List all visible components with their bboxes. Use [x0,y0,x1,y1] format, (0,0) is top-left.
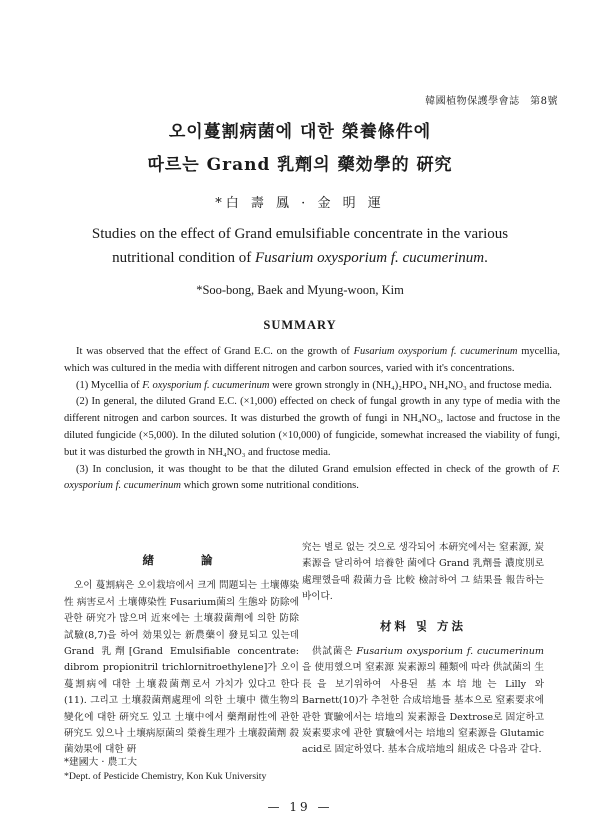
footnote-english: *Dept. of Pesticide Chemistry, Kon Kuk University [64,771,267,782]
methods-paragraph [302,644,544,759]
methods-text-b: 을 使用했으며 窒素源 炭素源의 種類에 따라 供試菌의 生長을 보기위하여 사용된 基本培地는 Lilly 와 Barnett(10)가 추천한 合成培地를 基本으로 窒素要求에 관한 實驗에서는 培地의 炭素源을 Dextrose로 固定하고 炭素要求에 관한 實驗에서는 培地의 窒素源을 Glutamic acid로 固定하였다. 基本合成培地의 組成은 다음과 같다. [302,662,544,756]
summary-paragraph-4 [64,462,560,496]
title-english-prefix: nutritional condition of [112,250,255,266]
summary-paragraph-1 [64,344,560,378]
title-english-line1: Studies on the effect of Grand emulsifiable concentrate in the various [91,226,509,242]
summary-p2-text-b: were grown strongly in (NH₄)₂HPO₄ NH₄NO₃ and fructose media. [269,379,552,391]
intro-heading: 緖 論 [142,553,221,567]
title-english-suffix: . [484,250,488,266]
authors-korean: *白 壽 鳳 · 金 明 運 [215,196,385,211]
authors-english: *Soo-bong, Baek and Myung-woon, Kim [196,283,404,297]
summary-paragraph-3: (2) In general, the diluted Grand E.C. (×1,000) effected on check of fungal growth in any type of media with the different nitrogen and carbon sources. It was disturbed the growth of fungi in NH₄NO₃, lactose and fructose in the diluted fungicide (×5,000). In the diluted solution (×10,000) of fungicide, somewhat increased the viability of fungi, but it was disturbed the growth in NH₄NO₃ and fructose media. [64,396,560,458]
summary-body [64,344,560,495]
journal-header: 韓國植物保護學會誌 第8號 [425,96,558,107]
summary-p2-text-a: (1) Mycellia of [76,379,143,391]
footnotes [64,756,266,784]
methods-species: Fusarium oxysporium f. cucumerinum [356,646,544,658]
summary-heading: SUMMARY [263,318,337,332]
summary-p4-text-a: (3) In conclusion, it was thought to be that the diluted Grand emulsion effected in check of the growth of [76,463,553,475]
footnote-korean: *建國大 · 農工大 [64,757,138,768]
methods-text-a: 供試菌은 [312,646,357,658]
title-english-species: Fusarium oxysporium f. cucumerinum [255,250,485,266]
title-english [30,222,570,270]
summary-p4-text-b: which grown some nutritional conditions. [180,480,359,492]
summary-p4-species: F. oxysporium f. cucumerinum [64,463,560,492]
summary-p1-text-a: It was observed that the effect of Grand E.C. on the growth of [76,346,354,357]
page-number: — 19 — [267,800,333,814]
title-english-line2 [30,246,570,270]
intro-paragraph: 오이 蔓割病은 오이栽培에서 크게 問題되는 土壤傳染性 病害로서 土壤傳染性 Fusarium菌의 生態와 防除에 관한 硏究가 많으며 近來에는 土壤殺菌劑에 의한 防除試驗(8,7)을 하여 効果있는 新農藥이 發見되고 있는데 Grand 乳劑[Grand Emulsifiable concentrate: dibrom propionitril trichlornitroethylene]가 오이蔓割病에 대한 土壤殺菌劑로서 가치가 있다고 한다(11). 그리고 土壤殺菌劑處理에 의한 土壤中 微生物의 變化에 대한 硏究도 있고 土壤中에서 藥劑耐性에 관한 硏究도 있으나 土壤病原菌의 榮養生理가 土壤殺菌劑 殺菌効果에 대한 硏 [64,580,299,756]
intro-continued: 究는 별로 없는 것으로 생각되어 本硏究에서는 窒素源, 炭素源을 달리하여 培養한 菌에다 Grand 乳劑를 濃度別로 處理했을때 殺菌力을 比較 檢討하여 그 結果를 報告하는 바이다. [302,542,544,603]
left-column [64,540,299,759]
summary-p1-species: Fusarium oxysporium f. cucumerinum [353,346,518,357]
right-column [302,540,544,759]
methods-heading: 材料 및 方法 [379,618,467,633]
summary-paragraph-2 [64,378,560,395]
summary-p2-species: F. oxysporium f. cucumerinum [142,379,270,391]
title-korean-line2: 따르는 Grand 乳劑의 藥効學的 硏究 [147,155,453,175]
title-korean-line1: 오이蔓割病菌에 대한 榮養條件에 [168,122,432,142]
summary-p1-text-b: mycellia, which was cultured in the media with different nitrogen and carbon sources, varied with it's concentrations. [64,346,560,374]
